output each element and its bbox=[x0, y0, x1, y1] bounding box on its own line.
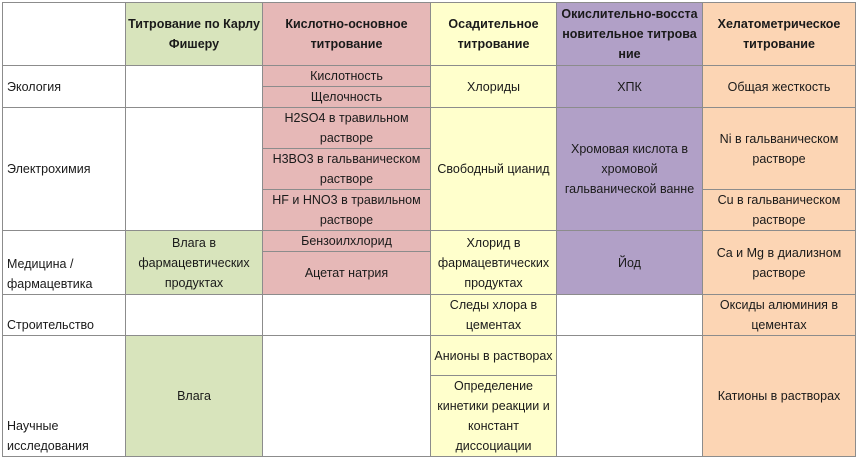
table-cell bbox=[126, 295, 263, 336]
table-cell: Кислотность bbox=[263, 66, 431, 87]
titration-applications-table bbox=[2, 2, 856, 457]
column-header-redox: Окислительно-восстановительное титрование bbox=[557, 3, 703, 66]
table-cell: Хромовая кислота в хромовой гальванической ванне bbox=[557, 108, 703, 231]
header-row bbox=[3, 3, 856, 66]
column-header-chelatometric: Хелатометрическое титрование bbox=[703, 3, 856, 66]
table-cell: Щелочность bbox=[263, 87, 431, 108]
table-row bbox=[3, 66, 856, 87]
table-cell: ХПК bbox=[557, 66, 703, 108]
table-cell: Хлориды bbox=[431, 66, 557, 108]
table-cell: Ацетат натрия bbox=[263, 252, 431, 295]
table-row bbox=[3, 336, 856, 376]
table-cell: Катионы в растворах bbox=[703, 336, 856, 457]
column-header-karl-fischer: Титрование по Карлу Фишеру bbox=[126, 3, 263, 66]
table-cell: Cu в гальваническом растворе bbox=[703, 190, 856, 231]
row-header-research: Научные исследования bbox=[3, 336, 126, 457]
corner-cell bbox=[3, 3, 126, 66]
table-cell: Хлорид в фармацевтических продуктах bbox=[431, 231, 557, 295]
row-header-construction: Строительство bbox=[3, 295, 126, 336]
table-cell: HF и HNO3 в травильном растворе bbox=[263, 190, 431, 231]
table-cell: Бензоилхлорид bbox=[263, 231, 431, 252]
table-cell: Ni в гальваническом растворе bbox=[703, 108, 856, 190]
row-header-ecology: Экология bbox=[3, 66, 126, 108]
table-cell: Влага в фармацевтических продуктах bbox=[126, 231, 263, 295]
table-cell: H3BO3 в гальваническом растворе bbox=[263, 149, 431, 190]
table-cell: Следы хлора в цементах bbox=[431, 295, 557, 336]
table-cell: Ca и Mg в диализном растворе bbox=[703, 231, 856, 295]
column-header-precipitation: Осадительное титрование bbox=[431, 3, 557, 66]
table-cell bbox=[263, 295, 431, 336]
table-cell bbox=[557, 336, 703, 457]
table-cell bbox=[126, 66, 263, 108]
table-cell bbox=[263, 336, 431, 457]
table-cell bbox=[126, 108, 263, 231]
table-cell: Определение кинетики реакции и констант диссоциации bbox=[431, 376, 557, 457]
column-header-acid-base: Кислотно-основное титрование bbox=[263, 3, 431, 66]
table-cell: Влага bbox=[126, 336, 263, 457]
table-row bbox=[3, 231, 856, 252]
row-header-electrochemistry: Электрохимия bbox=[3, 108, 126, 231]
table-row bbox=[3, 295, 856, 336]
table-cell: Анионы в растворах bbox=[431, 336, 557, 376]
table-cell: Йод bbox=[557, 231, 703, 295]
table-cell: Общая жесткость bbox=[703, 66, 856, 108]
table-cell bbox=[557, 295, 703, 336]
table-row bbox=[3, 108, 856, 149]
table-cell: H2SO4 в травильном растворе bbox=[263, 108, 431, 149]
table-cell: Свободный цианид bbox=[431, 108, 557, 231]
row-header-medicine: Медицина / фармацевтика bbox=[3, 231, 126, 295]
table-cell: Оксиды алюминия в цементах bbox=[703, 295, 856, 336]
